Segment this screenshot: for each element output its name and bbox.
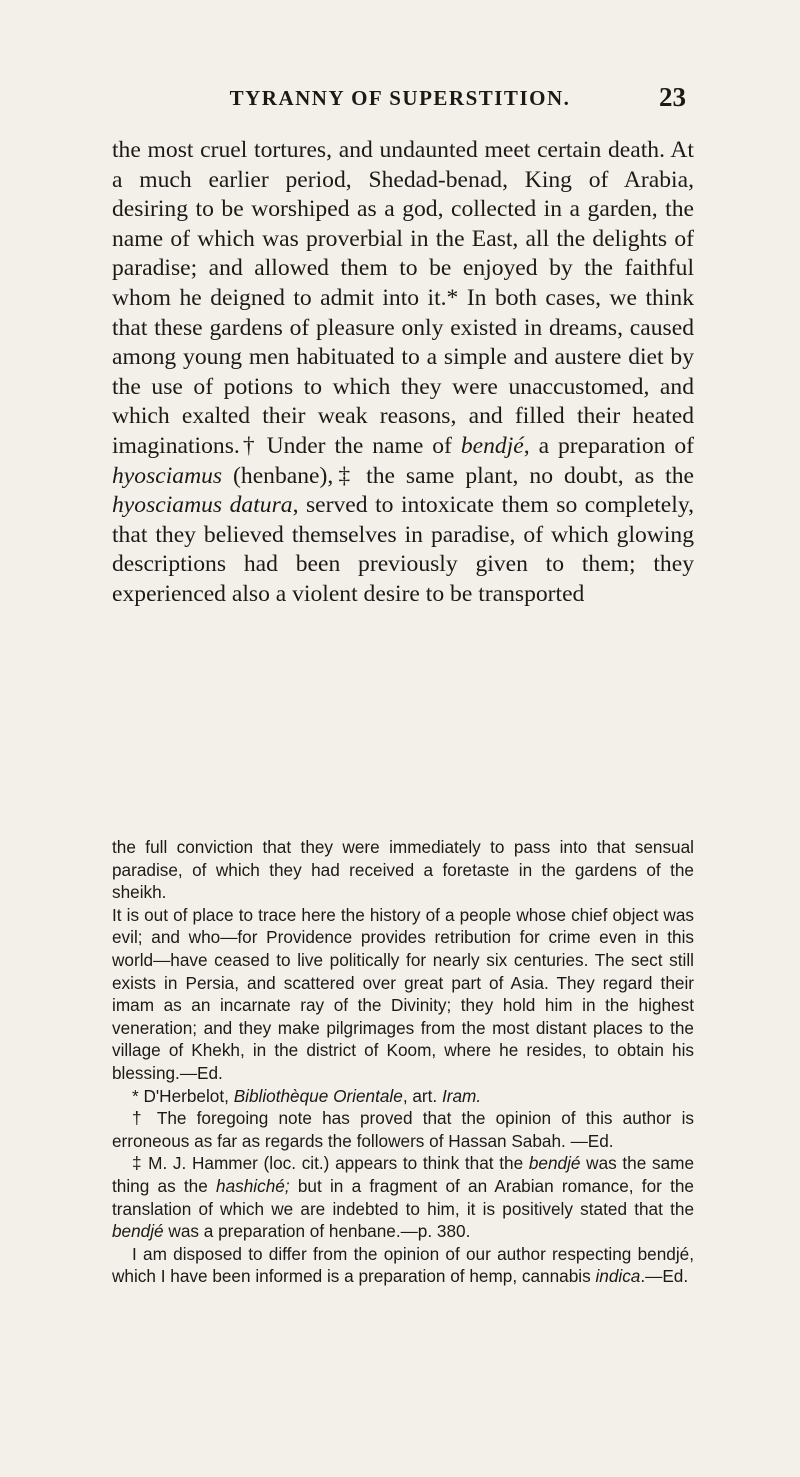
footnote-dagger: † The foregoing note has proved that the opinion of this author is erroneous as far as regards the followers of Hassan Sabah. —Ed. bbox=[112, 1108, 694, 1151]
footnote-continuation: the full conviction that they were immediately to pass into that sensual paradise, of which they had received a foretaste in the gardens of the sheikh. bbox=[112, 837, 694, 903]
editor-note: It is out of place to trace here the history of a people whose chief object was evil; and who—for Providence provides retribution for crime even in this world—have ceased to live politically for nearly six centuries. The sect still exists in Persia, and scattered over great part of Asia. They regard their imam as an incarnate ray of the Divinity; they hold him in the highest veneration; and they make pilgrimages from the most distant places to the village of Khekh, in the district of Koom, where he resides, to obtain his blessing.—Ed. bbox=[112, 904, 694, 1083]
footnote-double-dagger: ‡ M. J. Hammer (loc. cit.) appears to think that the bendjé was the same thing as the hashiché; but in a fragment of an Arabian romance, for the translation of which we are indebted to him, it is positively stated that the bendjé was a preparation of henbane.—p. 380. bbox=[112, 1153, 695, 1242]
editor-final-note: I am disposed to differ from the opinion of our author respecting bendjé, which I have been informed is a preparation of hemp, cannabis indica.—Ed. bbox=[112, 1243, 694, 1287]
footnotes bbox=[112, 836, 694, 1288]
footnote-star: * D'Herbelot, Bibliothèque Orientale, art. Iram. bbox=[132, 1085, 482, 1106]
running-title: TYRANNY OF SUPERSTITION. bbox=[229, 86, 571, 110]
main-paragraph: the most cruel tortures, and undaunted meet certain death. At a much earlier period, Shedad-benad, King of Arabia, desiring to be worshiped as a god, collected in a garden, the name of which was proverbial in the East, all the delights of paradise; and allowed them to be enjoyed by the faithful whom he deigned to admit into it.* In both cases, we think that these gardens of pleasure only existed in dreams, caused among young men habituated to a simple and austere diet by the use of potions to which they were unaccustomed, and which exalted their weak reasons, and filled their heated imaginations.† Under the name of bendjé, a preparation of hyosciamus (henbane),‡ the same plant, no doubt, as the hyosciamus datura, served to intoxicate them so completely, that they believed themselves in paradise, of which glowing descriptions had been previously given to them; they experienced also a violent desire to be transported bbox=[112, 137, 695, 607]
page-number: 23 bbox=[659, 82, 686, 112]
page-header bbox=[0, 82, 800, 120]
main-text bbox=[112, 136, 694, 610]
